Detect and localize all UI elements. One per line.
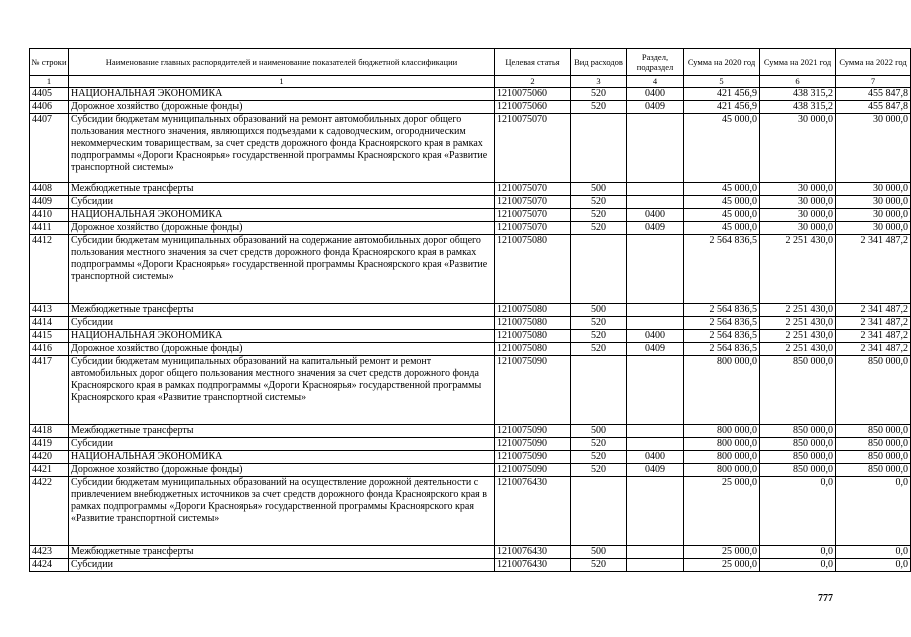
row-sum-2022: 30 000,0 [836, 222, 911, 235]
row-sum-2022: 850 000,0 [836, 425, 911, 438]
row-expense-type [571, 356, 627, 425]
row-name: Субсидии бюджетам муниципальных образований на ремонт автомобильных дорог общего пользования местного значения, являющихся подъездами к садоводческим, огородническим некоммерческим товариществам, за счет средств дорожного фонда Красноярского края в рамках подпрограммы «Дороги Красноярья» государственной программы Красноярского края «Развитие транспортной системы» [69, 114, 495, 183]
row-number: 4411 [30, 222, 69, 235]
table-row [30, 438, 911, 451]
row-target-article: 1210075090 [495, 464, 571, 477]
row-sum-2020: 45 000,0 [684, 196, 760, 209]
row-target-article: 1210075070 [495, 209, 571, 222]
row-sum-2022: 2 341 487,2 [836, 330, 911, 343]
table-row [30, 196, 911, 209]
row-number: 4418 [30, 425, 69, 438]
row-name: Межбюджетные трансферты [69, 304, 495, 317]
row-expense-type [571, 235, 627, 304]
row-sum-2022: 2 341 487,2 [836, 304, 911, 317]
header-sum-2022: Сумма на 2022 год [836, 49, 911, 76]
row-sum-2022: 2 341 487,2 [836, 235, 911, 304]
row-sum-2022: 850 000,0 [836, 356, 911, 425]
row-target-article: 1210075090 [495, 356, 571, 425]
header-section: Раздел, подраздел [627, 49, 684, 76]
column-number: 2 [495, 76, 571, 88]
row-number: 4415 [30, 330, 69, 343]
header-sum-2020: Сумма на 2020 год [684, 49, 760, 76]
row-sum-2022: 0,0 [836, 477, 911, 546]
row-number: 4406 [30, 101, 69, 114]
row-sum-2021: 850 000,0 [760, 438, 836, 451]
row-number: 4412 [30, 235, 69, 304]
row-sum-2020: 25 000,0 [684, 546, 760, 559]
row-sum-2021: 2 251 430,0 [760, 343, 836, 356]
row-target-article: 1210075070 [495, 183, 571, 196]
table-row [30, 330, 911, 343]
row-sum-2021: 30 000,0 [760, 209, 836, 222]
row-number: 4421 [30, 464, 69, 477]
table-row [30, 317, 911, 330]
row-sum-2020: 2 564 836,5 [684, 304, 760, 317]
table-row [30, 101, 911, 114]
row-expense-type: 520 [571, 222, 627, 235]
table-header-row [30, 49, 911, 76]
row-section [627, 356, 684, 425]
row-target-article: 1210075080 [495, 235, 571, 304]
table-row [30, 222, 911, 235]
row-target-article: 1210075090 [495, 425, 571, 438]
row-sum-2020: 25 000,0 [684, 559, 760, 572]
column-number: 1 [30, 76, 69, 88]
row-name: Субсидии [69, 196, 495, 209]
table-row [30, 304, 911, 317]
row-sum-2020: 45 000,0 [684, 114, 760, 183]
row-number: 4423 [30, 546, 69, 559]
row-expense-type: 520 [571, 343, 627, 356]
table-row [30, 356, 911, 425]
column-number: 3 [571, 76, 627, 88]
row-name: Межбюджетные трансферты [69, 546, 495, 559]
table-row [30, 451, 911, 464]
row-sum-2021: 2 251 430,0 [760, 304, 836, 317]
row-section [627, 425, 684, 438]
column-number: 1 [69, 76, 495, 88]
row-target-article: 1210076430 [495, 546, 571, 559]
row-sum-2022: 455 847,8 [836, 88, 911, 101]
row-target-article: 1210075080 [495, 304, 571, 317]
table-row [30, 209, 911, 222]
row-sum-2020: 800 000,0 [684, 425, 760, 438]
row-sum-2020: 2 564 836,5 [684, 343, 760, 356]
row-sum-2021: 438 315,2 [760, 101, 836, 114]
row-sum-2022: 30 000,0 [836, 196, 911, 209]
row-sum-2020: 45 000,0 [684, 209, 760, 222]
row-target-article: 1210075080 [495, 343, 571, 356]
row-expense-type: 520 [571, 101, 627, 114]
row-number: 4417 [30, 356, 69, 425]
row-number: 4424 [30, 559, 69, 572]
table-row [30, 477, 911, 546]
row-section [627, 183, 684, 196]
row-number: 4405 [30, 88, 69, 101]
row-number: 4413 [30, 304, 69, 317]
row-sum-2022: 2 341 487,2 [836, 317, 911, 330]
row-target-article: 1210076430 [495, 559, 571, 572]
row-sum-2021: 0,0 [760, 546, 836, 559]
row-sum-2021: 850 000,0 [760, 356, 836, 425]
row-sum-2020: 800 000,0 [684, 438, 760, 451]
row-name: Субсидии бюджетам муниципальных образований на капитальный ремонт и ремонт автомобильных дорог общего пользования местного значения за счет средств дорожного фонда Красноярского края в рамках подпрограммы «Дороги Красноярья» государственной программы Красноярского края «Развитие транспортной системы» [69, 356, 495, 425]
row-target-article: 1210075070 [495, 222, 571, 235]
row-expense-type: 520 [571, 88, 627, 101]
table-row [30, 343, 911, 356]
row-expense-type: 520 [571, 209, 627, 222]
header-name: Наименование главных распорядителей и наименование показателей бюджетной классификации [69, 49, 495, 76]
row-section [627, 304, 684, 317]
row-target-article: 1210075060 [495, 101, 571, 114]
row-sum-2021: 0,0 [760, 477, 836, 546]
row-section [627, 559, 684, 572]
row-section: 0409 [627, 222, 684, 235]
row-sum-2021: 30 000,0 [760, 222, 836, 235]
row-expense-type [571, 114, 627, 183]
row-expense-type [571, 477, 627, 546]
row-expense-type: 520 [571, 317, 627, 330]
row-sum-2020: 2 564 836,5 [684, 317, 760, 330]
row-name: Межбюджетные трансферты [69, 425, 495, 438]
row-sum-2022: 2 341 487,2 [836, 343, 911, 356]
row-sum-2020: 25 000,0 [684, 477, 760, 546]
row-section [627, 317, 684, 330]
row-name: Субсидии [69, 438, 495, 451]
row-sum-2022: 455 847,8 [836, 101, 911, 114]
row-section [627, 235, 684, 304]
row-sum-2021: 2 251 430,0 [760, 330, 836, 343]
column-number: 6 [760, 76, 836, 88]
row-name: Субсидии [69, 559, 495, 572]
row-name: Дорожное хозяйство (дорожные фонды) [69, 343, 495, 356]
row-sum-2020: 800 000,0 [684, 464, 760, 477]
table-row [30, 559, 911, 572]
row-section: 0400 [627, 88, 684, 101]
row-sum-2021: 850 000,0 [760, 425, 836, 438]
row-number: 4422 [30, 477, 69, 546]
row-number: 4420 [30, 451, 69, 464]
page-number: 777 [818, 593, 833, 604]
row-target-article: 1210075090 [495, 451, 571, 464]
row-name: Дорожное хозяйство (дорожные фонды) [69, 222, 495, 235]
row-sum-2021: 850 000,0 [760, 464, 836, 477]
header-expense-type: Вид расходов [571, 49, 627, 76]
row-section: 0409 [627, 101, 684, 114]
table-row [30, 183, 911, 196]
row-expense-type: 500 [571, 425, 627, 438]
row-sum-2021: 438 315,2 [760, 88, 836, 101]
row-sum-2021: 850 000,0 [760, 451, 836, 464]
row-number: 4407 [30, 114, 69, 183]
row-sum-2022: 30 000,0 [836, 114, 911, 183]
row-name: Субсидии бюджетам муниципальных образований на осуществление дорожной деятельности с привлечением внебюджетных источников за счет средств дорожного фонда Красноярского края в рамках подпрограммы «Дороги Красноярья» государственной программы Красноярского края «Развитие транспортной системы» [69, 477, 495, 546]
row-sum-2020: 45 000,0 [684, 222, 760, 235]
budget-table [29, 48, 911, 572]
table-row [30, 546, 911, 559]
row-expense-type: 520 [571, 438, 627, 451]
row-section: 0400 [627, 451, 684, 464]
row-name: НАЦИОНАЛЬНАЯ ЭКОНОМИКА [69, 330, 495, 343]
row-sum-2021: 0,0 [760, 559, 836, 572]
row-number: 4416 [30, 343, 69, 356]
row-name: НАЦИОНАЛЬНАЯ ЭКОНОМИКА [69, 88, 495, 101]
row-expense-type: 500 [571, 546, 627, 559]
row-number: 4414 [30, 317, 69, 330]
column-number: 7 [836, 76, 911, 88]
row-section: 0409 [627, 343, 684, 356]
row-sum-2020: 800 000,0 [684, 356, 760, 425]
row-sum-2021: 2 251 430,0 [760, 317, 836, 330]
row-number: 4419 [30, 438, 69, 451]
row-name: Дорожное хозяйство (дорожные фонды) [69, 464, 495, 477]
table-row [30, 464, 911, 477]
row-expense-type: 520 [571, 330, 627, 343]
row-target-article: 1210075080 [495, 330, 571, 343]
row-section: 0400 [627, 330, 684, 343]
header-target: Целевая статья [495, 49, 571, 76]
row-sum-2020: 2 564 836,5 [684, 235, 760, 304]
row-sum-2022: 30 000,0 [836, 183, 911, 196]
row-expense-type: 520 [571, 464, 627, 477]
table-row [30, 425, 911, 438]
row-sum-2021: 2 251 430,0 [760, 235, 836, 304]
column-numbers-row [30, 76, 911, 88]
row-expense-type: 500 [571, 304, 627, 317]
row-sum-2021: 30 000,0 [760, 183, 836, 196]
row-section [627, 196, 684, 209]
row-expense-type: 520 [571, 196, 627, 209]
row-sum-2022: 850 000,0 [836, 438, 911, 451]
row-sum-2022: 850 000,0 [836, 464, 911, 477]
row-target-article: 1210076430 [495, 477, 571, 546]
row-target-article: 1210075090 [495, 438, 571, 451]
row-number: 4409 [30, 196, 69, 209]
row-name: Субсидии [69, 317, 495, 330]
row-expense-type: 500 [571, 183, 627, 196]
row-section [627, 477, 684, 546]
row-target-article: 1210075080 [495, 317, 571, 330]
row-sum-2022: 30 000,0 [836, 209, 911, 222]
row-section [627, 114, 684, 183]
row-name: НАЦИОНАЛЬНАЯ ЭКОНОМИКА [69, 451, 495, 464]
row-section: 0400 [627, 209, 684, 222]
row-sum-2021: 30 000,0 [760, 114, 836, 183]
row-number: 4408 [30, 183, 69, 196]
row-name: Межбюджетные трансферты [69, 183, 495, 196]
row-section [627, 546, 684, 559]
row-name: Дорожное хозяйство (дорожные фонды) [69, 101, 495, 114]
table-row [30, 88, 911, 101]
row-name: НАЦИОНАЛЬНАЯ ЭКОНОМИКА [69, 209, 495, 222]
row-section: 0409 [627, 464, 684, 477]
row-sum-2022: 0,0 [836, 546, 911, 559]
row-section [627, 438, 684, 451]
column-number: 5 [684, 76, 760, 88]
row-expense-type: 520 [571, 451, 627, 464]
row-sum-2022: 0,0 [836, 559, 911, 572]
row-target-article: 1210075070 [495, 114, 571, 183]
header-sum-2021: Сумма на 2021 год [760, 49, 836, 76]
row-sum-2020: 45 000,0 [684, 183, 760, 196]
row-sum-2020: 800 000,0 [684, 451, 760, 464]
row-sum-2020: 421 456,9 [684, 88, 760, 101]
table-body [30, 88, 911, 572]
row-target-article: 1210075070 [495, 196, 571, 209]
row-expense-type: 520 [571, 559, 627, 572]
row-name: Субсидии бюджетам муниципальных образований на содержание автомобильных дорог общего пользования местного значения за счет средств дорожного фонда Красноярского края в рамках подпрограммы «Дороги Красноярья» государственной программы Красноярского края «Развитие транспортной системы» [69, 235, 495, 304]
row-target-article: 1210075060 [495, 88, 571, 101]
header-row-no: № строки [30, 49, 69, 76]
row-sum-2022: 850 000,0 [836, 451, 911, 464]
row-sum-2020: 421 456,9 [684, 101, 760, 114]
row-number: 4410 [30, 209, 69, 222]
row-sum-2021: 30 000,0 [760, 196, 836, 209]
table-row [30, 235, 911, 304]
table-row [30, 114, 911, 183]
column-number: 4 [627, 76, 684, 88]
row-sum-2020: 2 564 836,5 [684, 330, 760, 343]
